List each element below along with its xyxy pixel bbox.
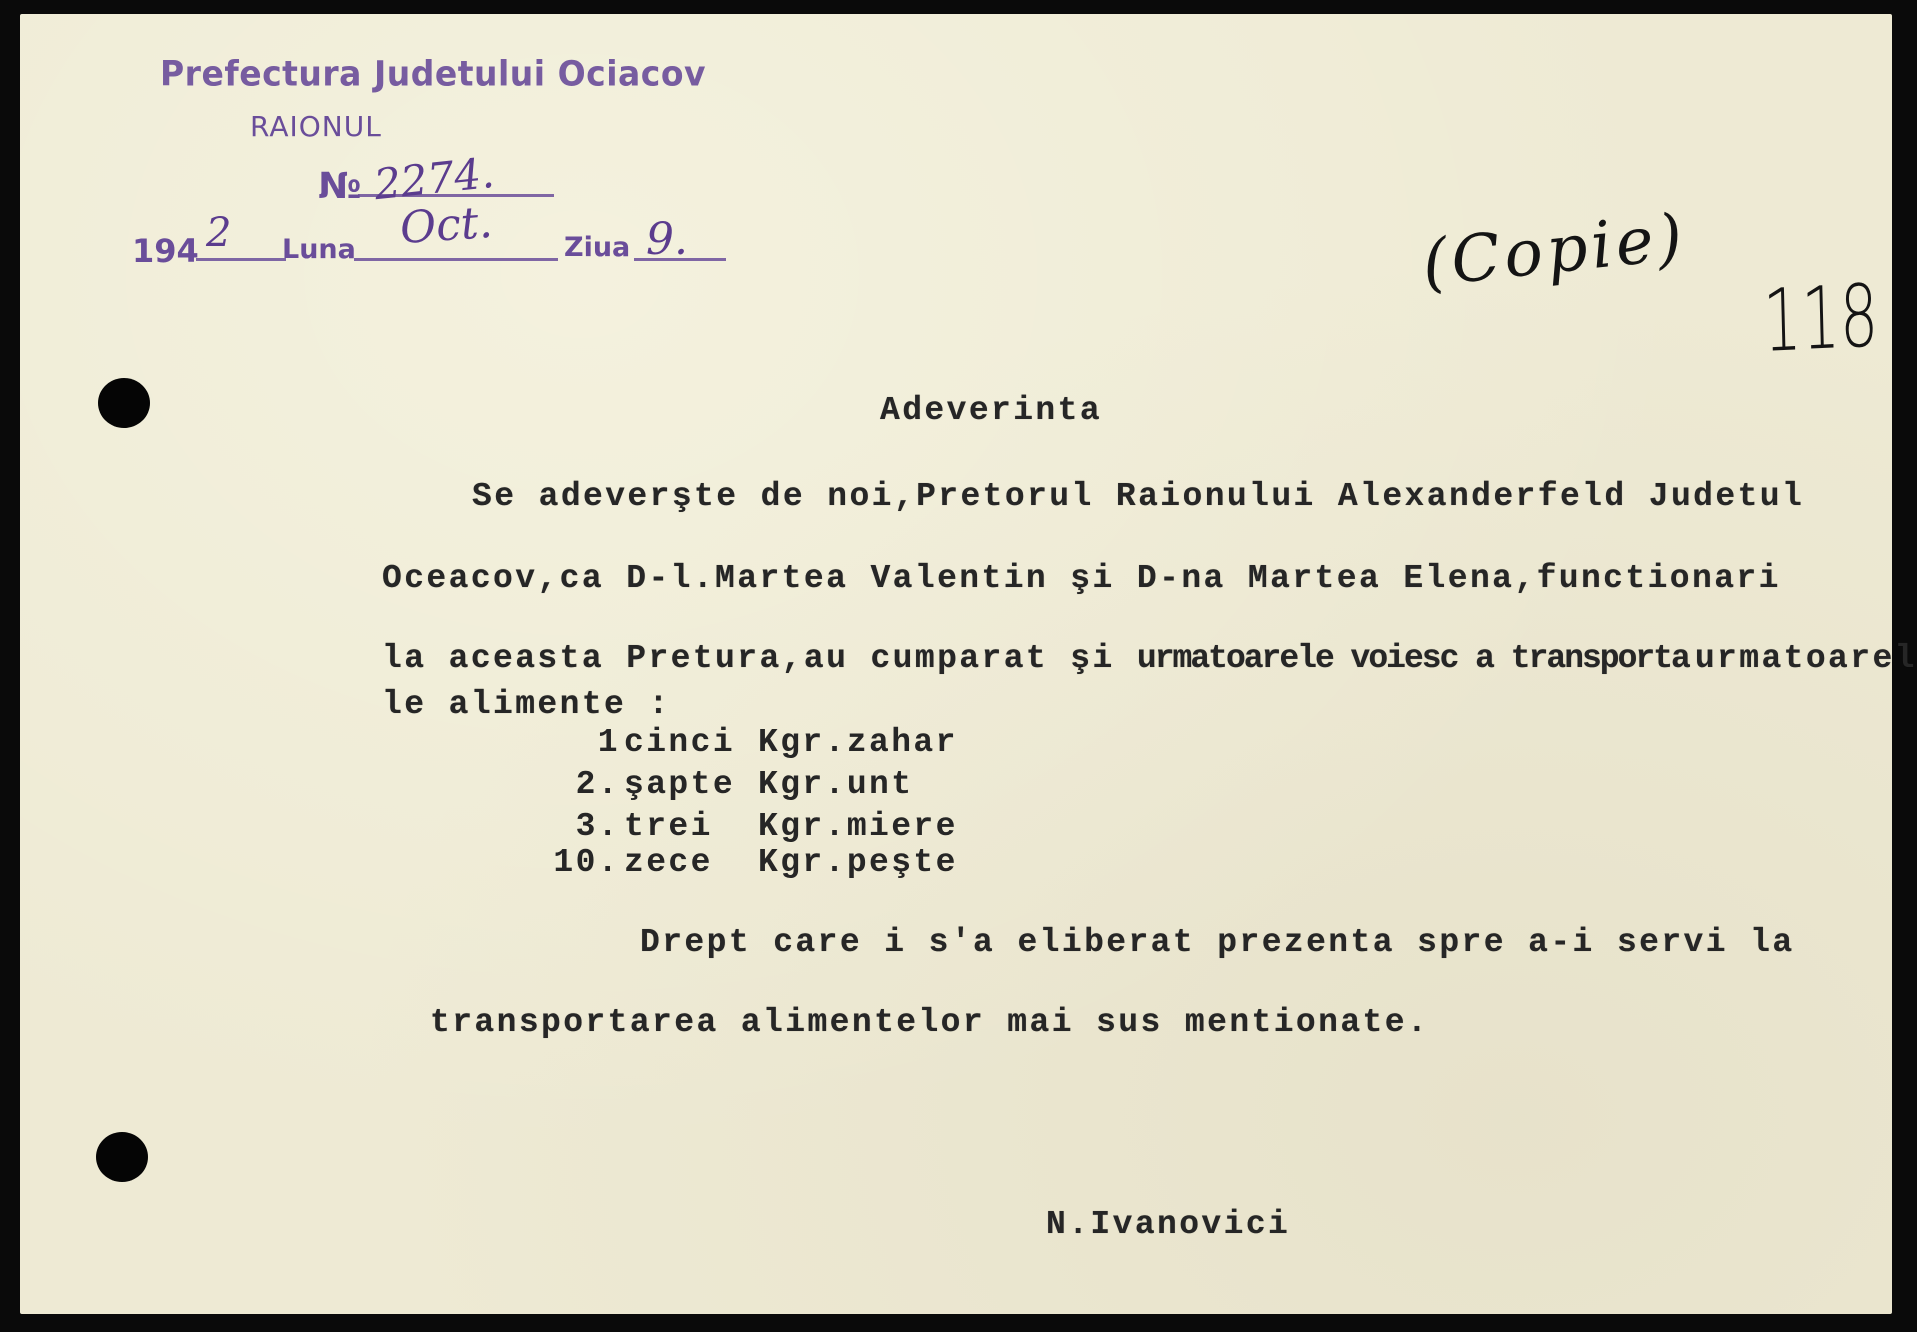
stamp-year-line [196, 258, 286, 261]
paragraph1-line3 [382, 640, 1917, 677]
paragraph1-line2: Oceacov,ca D-l.Martea Valentin şi D-na Martea Elena,functionari [382, 560, 1781, 597]
folio-number: 118 [1762, 266, 1880, 372]
item-unit: Kgr.miere [758, 808, 958, 845]
item-quantity-word: şapte [624, 766, 736, 803]
stamp-month-label: Luna [282, 234, 356, 265]
paragraph2-line1: Drept care i s'a eliberat prezenta spre a-i servi la [640, 924, 1795, 961]
paragraph1-line3-end: urmatoarel [1694, 640, 1917, 677]
stamp-day-label: Ziua [564, 232, 631, 263]
document-title: Adeverinta [880, 392, 1103, 429]
paragraph1-line3-overtyped: urmatoarele voiesc a transporta [1136, 640, 1689, 677]
item-unit: Kgr.unt [758, 766, 914, 803]
stamp-number-value: 2274. [371, 147, 497, 210]
stamp-raion-label: RAIONUL [250, 110, 382, 143]
stamp-month-value: Oct. [398, 196, 495, 255]
stamp-year-label: 194 [132, 232, 199, 270]
paragraph2-line2: transportarea alimentelor mai sus mentionate. [430, 1004, 1430, 1041]
item-quantity-word: trei [624, 808, 713, 845]
stamp-number-label: № [318, 166, 362, 207]
stamp-year-value: 2 [206, 210, 232, 256]
stamp-month-line [354, 258, 558, 261]
item-number: 3. [575, 808, 620, 845]
item-unit: Kgr.peşte [758, 844, 958, 881]
stamp-day-value: 9. [646, 214, 688, 265]
item-quantity-word: zece [624, 844, 713, 881]
item-unit: Kgr.zahar [758, 724, 958, 761]
paragraph1-line3-start: la aceasta Pretura,au cumparat şi [382, 640, 1137, 677]
item-quantity-word: cinci [624, 724, 736, 761]
copie-handwritten-note: (Copie) [1418, 200, 1690, 302]
item-number: 1 [597, 724, 620, 761]
punch-hole-top [98, 378, 150, 428]
stamp-title: Prefectura Judetului Ociacov [160, 53, 707, 94]
item-number: 10. [553, 844, 620, 881]
signature-name: N.Ivanovici [1046, 1206, 1291, 1243]
punch-hole-bottom [96, 1132, 148, 1182]
paragraph1-line1: Se adeverşte de noi,Pretorul Raionului Alexanderfeld Judetul [472, 478, 1805, 515]
item-number: 2. [575, 766, 620, 803]
document-page [20, 14, 1917, 1314]
paragraph1-line4: le alimente : [382, 686, 671, 723]
